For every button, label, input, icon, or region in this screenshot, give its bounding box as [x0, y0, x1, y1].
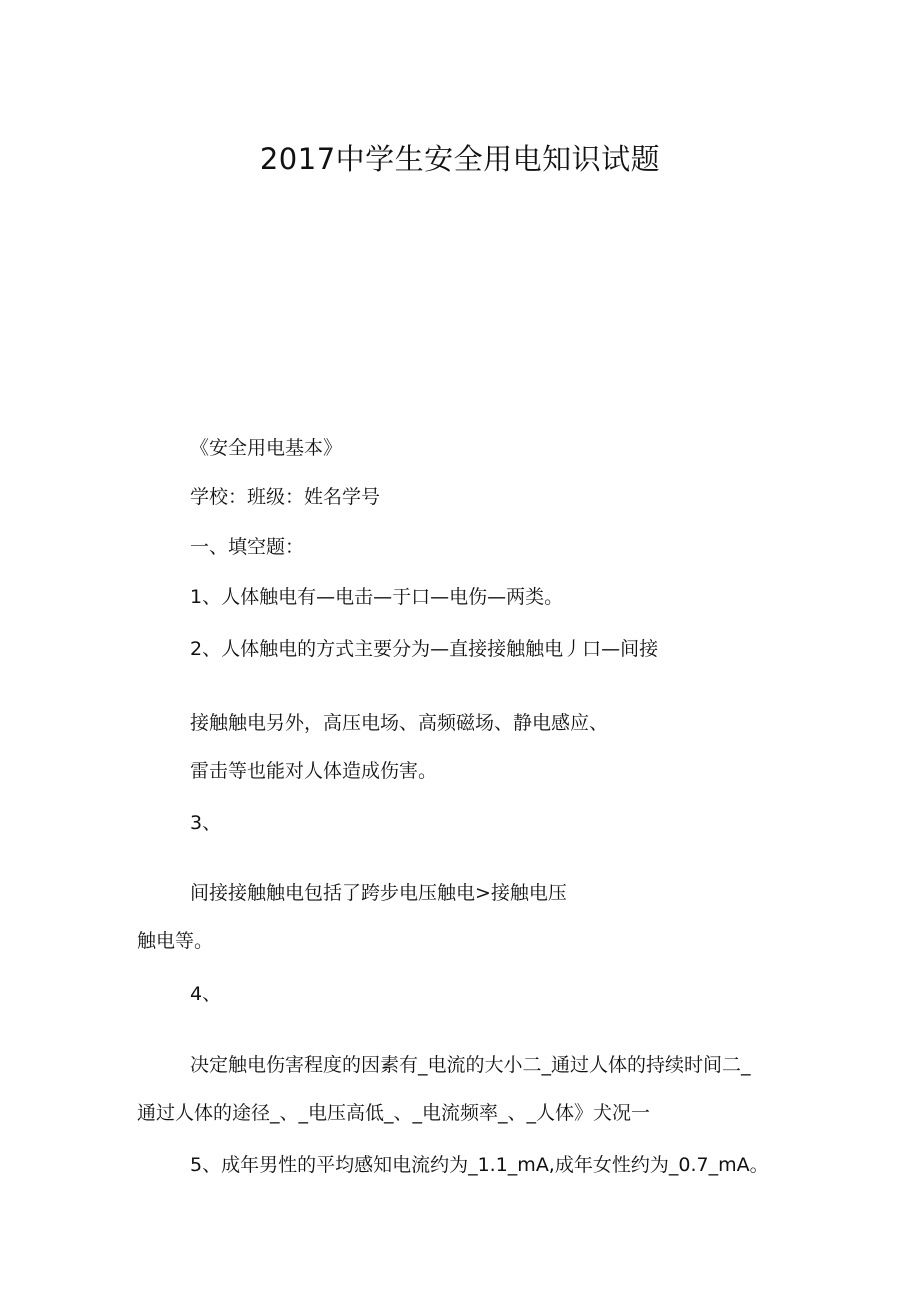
question-2-line-3: 雷击等也能对人体造成伤害。: [190, 760, 438, 782]
document-title: 2017中学生安全用电知识试题: [259, 142, 661, 176]
question-2-line-2: 接触触电另外，高压电场、高频磁场、静电感应、: [190, 712, 609, 734]
question-3-number: 3、: [190, 812, 222, 834]
section-heading: 一、填空题：: [190, 536, 305, 558]
question-4-line-1: 决定触电伤害程度的因素有_电流的大小二_通过人体的持续时间二_: [190, 1054, 751, 1076]
question-5: 5、成年男性的平均感知电流约为_1.1_mA,成年女性约为_0.7_mA。: [190, 1154, 769, 1176]
question-4-line-2: 通过人体的途径_、_电压高低_、_电流频率_、_人体》犬况一: [137, 1102, 651, 1124]
question-3-line-1: 间接接触触电包括了跨步电压触电>接触电压: [190, 882, 567, 904]
question-4-number: 4、: [190, 983, 222, 1005]
question-2-line-1: 2、人体触电的方式主要分为—直接接触触电丿口—间接: [190, 638, 659, 660]
header-fields: 学校：班级：姓名学号: [190, 486, 381, 508]
question-3-line-2: 触电等。: [137, 930, 214, 952]
document-subtitle: 《安全用电基本》: [190, 437, 343, 459]
question-1: 1、人体触电有—电击—于口—电伤—两类。: [190, 586, 564, 608]
